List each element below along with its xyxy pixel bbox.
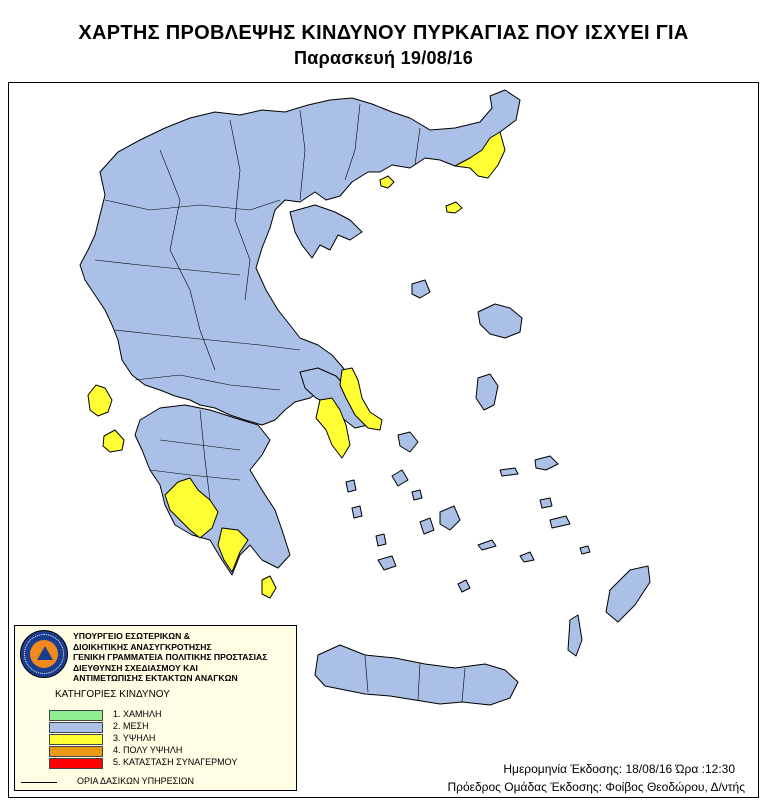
- agency-line: ΑΝΤΙΜΕΤΩΠΙΣΗΣ ΕΚΤΑΚΤΩΝ ΑΝΑΓΚΩΝ: [73, 673, 238, 683]
- map-date: Παρασκευή 19/08/16: [293, 48, 474, 68]
- agency-line: ΔΙΕΥΘΥΝΣΗ ΣΧΕΔΙΑΣΜΟΥ ΚΑΙ: [73, 662, 198, 673]
- issuing-president: Πρόεδρος Ομάδας Έκδοσης: Φοίβος Θεοδώρου, Δ/ντής: [447, 780, 745, 794]
- category-alarm: [49, 758, 289, 769]
- civil-protection-emblem: [20, 630, 68, 678]
- boundary-legend-label: ΟΡΙΑ ΔΑΣΙΚΩΝ ΥΠΗΡΕΣΙΩΝ: [77, 776, 194, 786]
- categories-heading: ΚΑΤΗΓΟΡΙΕΣ ΚΙΝΔΥΝΟΥ: [55, 689, 170, 700]
- agency-line: ΓΕΝΙΚΗ ΓΡΑΜΜΑΤΕΙΑ ΠΟΛΙΤΙΚΗΣ ΠΡΟΣΤΑΣΙΑΣ: [73, 652, 268, 662]
- category-swatch: [49, 710, 103, 721]
- category-medium: [49, 722, 289, 733]
- category-high: [49, 734, 289, 745]
- map-title: ΧΑΡΤΗΣ ΠΡΟΒΛΕΨΗΣ ΚΙΝΔΥΝΟΥ ΠΥΡΚΑΓΙΑΣ ΠΟΥ ΙΣΧΥΕΙ ΓΙΑ: [78, 22, 689, 44]
- category-very-high: [49, 746, 289, 757]
- category-label: 5. ΚΑΤΑΣΤΑΣΗ ΣΥΝΑΓΕΡΜΟΥ: [113, 757, 238, 767]
- legend-panel: [14, 625, 297, 791]
- category-label: 2. ΜΕΣΗ: [113, 721, 149, 731]
- boundary-legend-line: [21, 782, 57, 783]
- category-low: [49, 710, 289, 721]
- agency-line: ΔΙΟΙΚΗΤΙΚΗΣ ΑΝΑΣΥΓΚΡΟΤΗΣΗΣ: [73, 641, 212, 652]
- agency-line: ΥΠΟΥΡΓΕΙΟ ΕΣΩΤΕΡΙΚΩΝ &: [73, 631, 190, 641]
- category-label: 4. ΠΟΛΥ ΥΨΗΛΗ: [113, 745, 183, 755]
- category-label: 1. ΧΑΜΗΛΗ: [113, 709, 162, 719]
- agency-block: [73, 631, 267, 684]
- category-label: 3. ΥΨΗΛΗ: [113, 733, 156, 743]
- category-swatch: [49, 758, 103, 769]
- issue-date: Ημερομηνία Έκδοσης: 18/08/16 Ώρα :12:30: [503, 762, 735, 776]
- category-swatch: [49, 734, 103, 745]
- category-swatch: [49, 746, 103, 757]
- category-swatch: [49, 722, 103, 733]
